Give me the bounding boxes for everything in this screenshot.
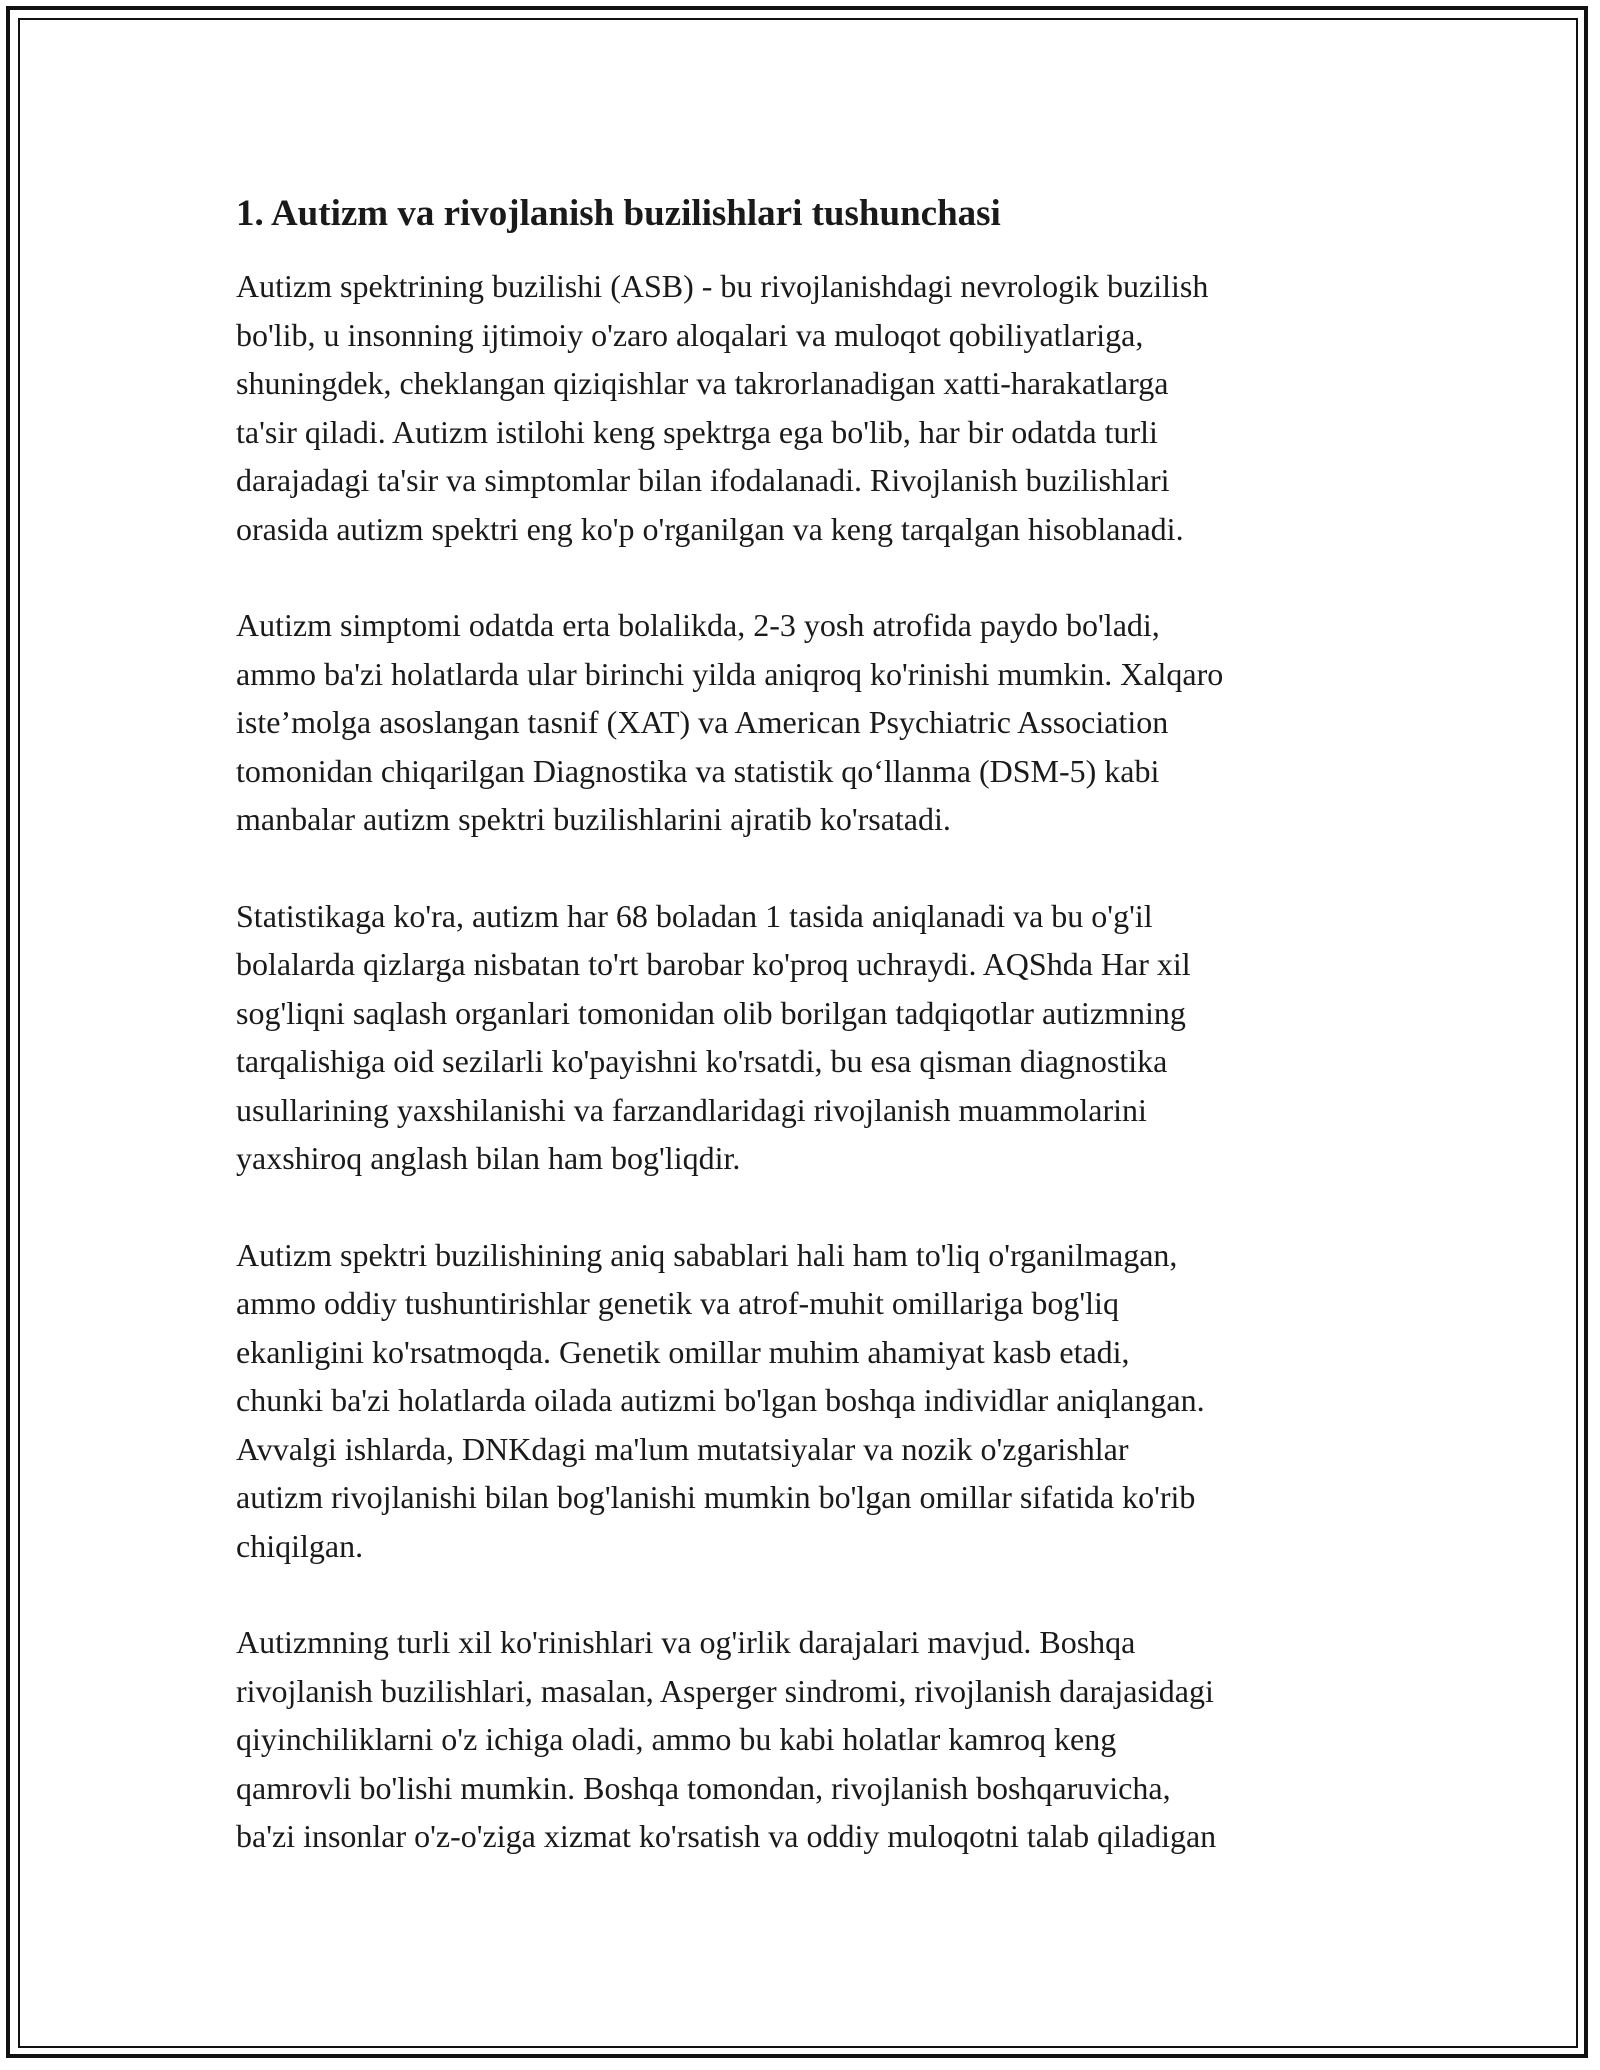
paragraph-5 [236, 1618, 1376, 1861]
text-line: chunki ba'zi holatlarda oilada autizmi bo'lgan boshqa individlar aniqlangan. [236, 1382, 1205, 1418]
paragraph-4 [236, 1231, 1376, 1571]
text-line: ekanligini ko'rsatmoqda. Genetik omillar muhim ahamiyat kasb etadi, [236, 1333, 1130, 1370]
text-line: usullarining yaxshilanishi va farzandlaridagi rivojlanish muammolarini [236, 1091, 1147, 1128]
text-line: qamrovli bo'lishi mumkin. Boshqa tomondan, rivojlanish boshqaruvicha, [236, 1769, 1171, 1806]
text-line: Autizmning turli xil ko'rinishlari va og'irlik darajalari mavjud. Boshqa [236, 1624, 1136, 1660]
text-line: qiyinchiliklarni o'z ichiga oladi, ammo bu kabi holatlar kamroq keng [236, 1721, 1117, 1757]
text-line: autizm rivojlanishi bilan bog'lanishi mumkin bo'lgan omillar sifatida ko'rib [236, 1479, 1196, 1515]
text-line: Autizm spektrining buzilishi (ASB) - bu rivojlanishdagi nevrologik buzilish [236, 268, 1209, 304]
text-line: sog'liqni saqlash organlari tomonidan olib borilgan tadqiqotlar autizmning [236, 994, 1186, 1031]
paragraph-3 [236, 892, 1376, 1183]
text-line: Statistikaga ko'ra, autizm har 68 boladan 1 tasida aniqlanadi va bu o'g'il [236, 897, 1153, 934]
text-line: tarqalishiga oid sezilarli ko'payishni ko'rsatdi, bu esa qisman diagnostika [236, 1043, 1168, 1079]
text-line: darajadagi ta'sir va simptomlar bilan ifodalanadi. Rivojlanish buzilishlari [236, 462, 1170, 498]
text-line: Avvalgi ishlarda, DNKdagi ma'lum mutatsiyalar va nozik o'zgarishlar [236, 1430, 1129, 1467]
text-line: chiqilgan. [236, 1527, 364, 1564]
text-line: Autizm spektri buzilishining aniq sabablari hali ham to'liq o'rganilmagan, [236, 1236, 1178, 1273]
text-line: bolalarda qizlarga nisbatan to'rt barobar ko'proq uchraydi. AQShda Har xil [236, 946, 1191, 982]
text-line: tomonidan chiqarilgan Diagnostika va statistik qo‘llanma (DSM-5) kabi [236, 752, 1160, 789]
text-line: ammo ba'zi holatlarda ular birinchi yilda aniqroq ko'rinishi mumkin. Xalqaro [236, 655, 1224, 692]
paragraph-1 [236, 262, 1376, 553]
text-line: manbalar autizm spektri buzilishlarini ajratib ko'rsatadi. [236, 801, 951, 837]
document-body [236, 186, 1376, 1909]
text-line: yaxshiroq anglash bilan ham bog'liqdir. [236, 1140, 741, 1176]
text-line: iste’molga asoslangan tasnif (XAT) va American Psychiatric Association [236, 704, 1169, 740]
text-line: rivojlanish buzilishlari, masalan, Asperger sindromi, rivojlanish darajasidagi [236, 1672, 1214, 1709]
text-line: ta'sir qiladi. Autizm istilohi keng spektrga ega bo'lib, har bir odatda turli [236, 413, 1158, 450]
text-line: bo'lib, u insonning ijtimoiy o'zaro aloqalari va muloqot qobiliyatlariga, [236, 316, 1144, 353]
text-line: ba'zi insonlar o'z-o'ziga xizmat ko'rsatish va oddiy muloqotni talab qiladigan [236, 1818, 1217, 1854]
text-line: orasida autizm spektri eng ko'p o'rganilgan va keng tarqalgan hisoblanadi. [236, 510, 1184, 547]
text-line: Autizm simptomi odatda erta bolalikda, 2-3 yosh atrofida paydo bo'ladi, [236, 607, 1160, 643]
section-heading: 1. Autizm va rivojlanish buzilishlari tushunchasi [236, 193, 1001, 234]
text-line: ammo oddiy tushuntirishlar genetik va atrof-muhit omillariga bog'liq [236, 1285, 1119, 1321]
paragraph-2 [236, 601, 1376, 844]
text-line: shuningdek, cheklangan qiziqishlar va takrorlanadigan xatti-harakatlarga [236, 365, 1169, 401]
